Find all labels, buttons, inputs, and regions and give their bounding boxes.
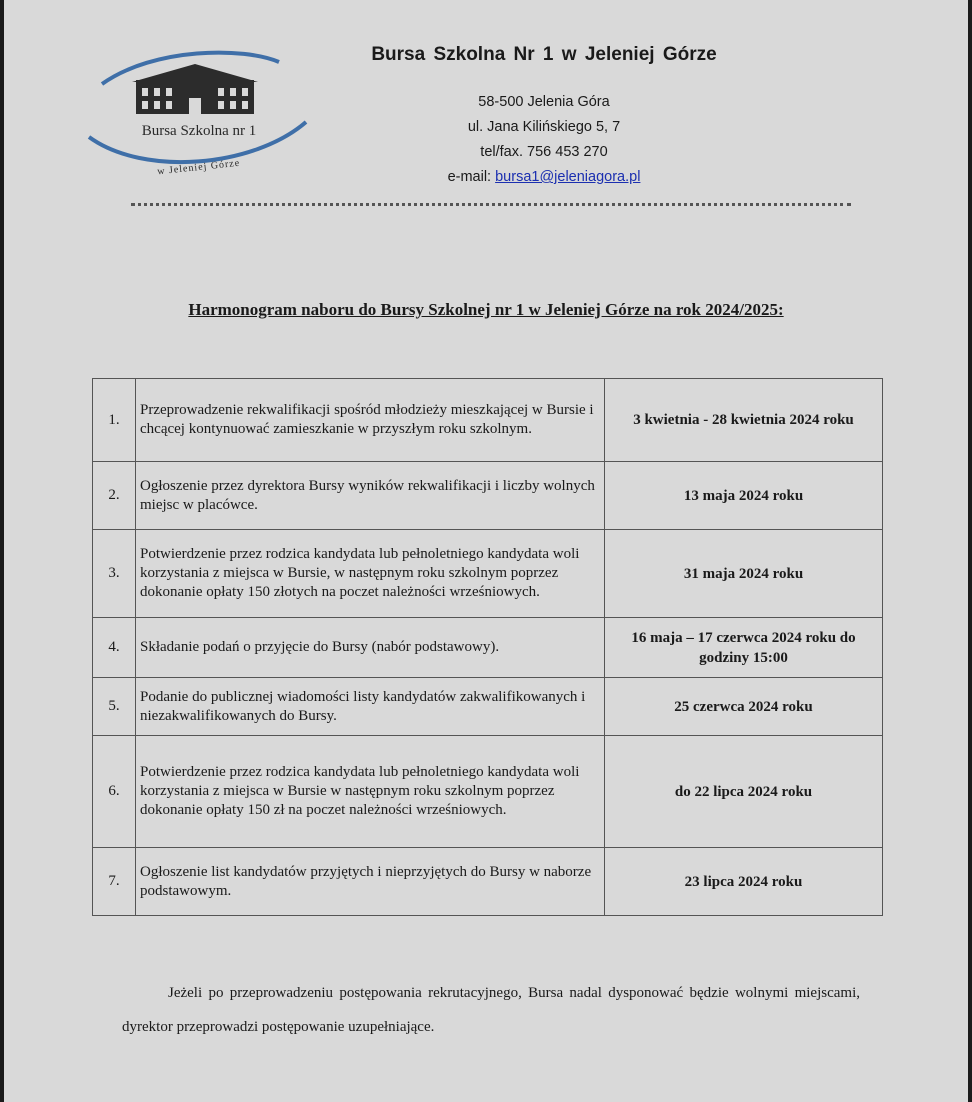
email-line — [344, 165, 744, 190]
table-row — [93, 618, 883, 678]
row-description: Potwierdzenie przez rodzica kandydata lub pełnoletniego kandydata woli korzystania z miejsca w Bursie, w następnym roku szkolnym poprzez dokonanie opłaty 150 złotych na poczet należności wrześniowych. — [136, 530, 605, 618]
table-row — [93, 848, 883, 916]
row-date: 31 maja 2024 roku — [605, 530, 883, 618]
row-description: Ogłoszenie przez dyrektora Bursy wyników rekwalifikacji i liczby wolnych miejsc w placówce. — [136, 462, 605, 530]
bursa-logo — [84, 42, 314, 192]
note-text: Jeżeli po przeprowadzeniu postępowania rekrutacyjnego, Bursa nadal dysponować będzie wolnymi miejscami, dyrektor przeprowadzi postępowanie uzupełniające. — [122, 985, 860, 1035]
schedule-table — [92, 378, 883, 916]
row-description: Potwierdzenie przez rodzica kandydata lub pełnoletniego kandydata woli korzystania z miejsca w Bursie w następnym roku szkolnym poprzez dokonanie opłaty 150 zł na poczet należności wrześniowych. — [136, 736, 605, 848]
row-date: 23 lipca 2024 roku — [605, 848, 883, 916]
table-row — [93, 379, 883, 462]
row-date: 16 maja – 17 czerwca 2024 roku do godziny 15:00 — [605, 618, 883, 678]
letterhead — [344, 40, 744, 190]
row-date: do 22 lipca 2024 roku — [605, 736, 883, 848]
row-description: Ogłoszenie list kandydatów przyjętych i nieprzyjętych do Bursy w naborze podstawowym. — [136, 848, 605, 916]
document-page — [4, 0, 968, 1102]
closing-note — [122, 976, 860, 1044]
table-row — [93, 530, 883, 618]
header-divider — [131, 203, 851, 206]
row-description: Podanie do publicznej wiadomości listy kandydatów zakwalifikowanych i niezakwalifikowanych do Bursy. — [136, 678, 605, 736]
svg-text:w Jeleniej Górze: w Jeleniej Górze — [156, 157, 241, 178]
document-title: Harmonogram naboru do Bursy Szkolnej nr 1 w Jeleniej Górze na rok 2024/2025: — [188, 300, 784, 319]
row-number: 5. — [93, 678, 136, 736]
postal-address: 58-500 Jelenia Góra — [478, 94, 610, 110]
row-number: 6. — [93, 736, 136, 848]
email-label: e-mail: — [447, 169, 496, 185]
table-row — [93, 678, 883, 736]
phone-number: tel/fax. 756 453 270 — [480, 144, 608, 160]
row-number: 1. — [93, 379, 136, 462]
row-date: 25 czerwca 2024 roku — [605, 678, 883, 736]
street-address: ul. Jana Kilińskiego 5, 7 — [467, 119, 621, 135]
email-link[interactable]: bursa1@jeleniagora.pl — [495, 169, 641, 185]
row-number: 3. — [93, 530, 136, 618]
row-date: 13 maja 2024 roku — [605, 462, 883, 530]
svg-text:Bursa Szkolna nr 1: Bursa Szkolna nr 1 — [141, 123, 257, 139]
row-number: 7. — [93, 848, 136, 916]
table-row — [93, 736, 883, 848]
row-number: 2. — [93, 462, 136, 530]
row-date: 3 kwietnia - 28 kwietnia 2024 roku — [605, 379, 883, 462]
row-description: Przeprowadzenie rekwalifikacji spośród młodzieży mieszkającej w Bursie i chcącej kontynuować zamieszkanie w przyszłym roku szkolnym. — [136, 379, 605, 462]
row-number: 4. — [93, 618, 136, 678]
institution-name: Bursa Szkolna Nr 1 w Jeleniej Górze — [371, 44, 717, 65]
table-row — [93, 462, 883, 530]
row-description: Składanie podań o przyjęcie do Bursy (nabór podstawowy). — [136, 618, 605, 678]
